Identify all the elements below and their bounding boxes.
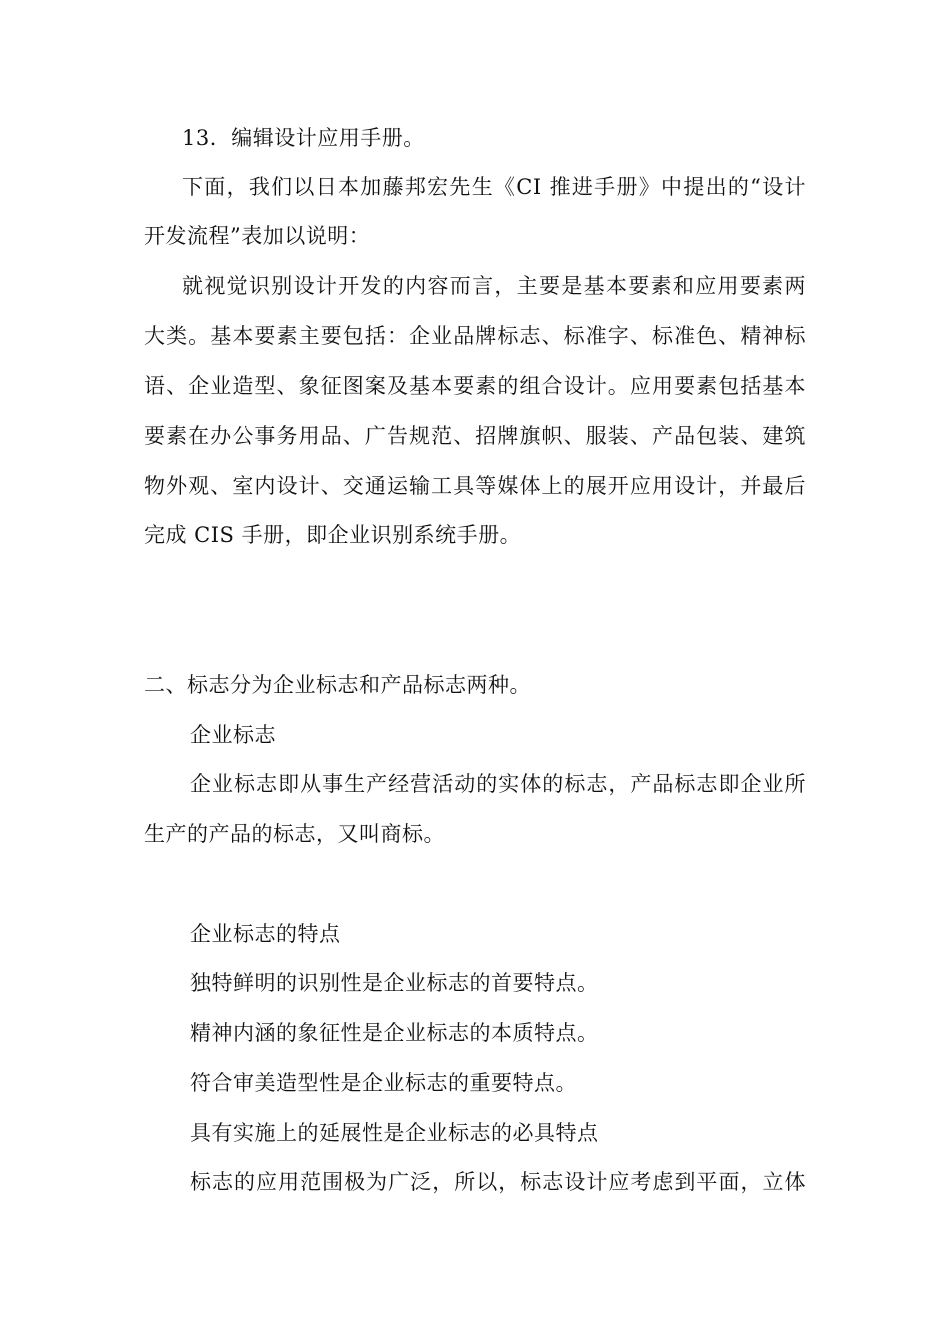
paragraph-line: 物外观、室内设计、交通运输工具等媒体上的展开应用设计，并最后 [144,474,806,498]
paragraph-line: 开发流程”表加以说明： [144,224,371,248]
subheading: 企业标志 [190,723,276,747]
list-item: 独特鲜明的识别性是企业标志的首要特点。 [190,971,599,995]
paragraph-line: 大类。基本要素主要包括：企业品牌标志、标准字、标准色、精神标 [144,324,806,348]
list-item: 精神内涵的象征性是企业标志的本质特点。 [190,1021,599,1045]
list-item: 符合审美造型性是企业标志的重要特点。 [190,1071,577,1095]
paragraph-line: 语、企业造型、象征图案及基本要素的组合设计。应用要素包括基本 [144,374,806,398]
paragraph-line: 生产的产品的标志，又叫商标。 [144,822,445,846]
paragraph-line: 要素在办公事务用品、广告规范、招牌旗帜、服装、产品包装、建筑 [144,424,806,448]
paragraph-line: 企业标志即从事生产经营活动的实体的标志，产品标志即企业所 [190,772,806,796]
paragraph-line: 就视觉识别设计开发的内容而言，主要是基本要素和应用要素两 [182,274,806,298]
paragraph-line: 下面，我们以日本加藤邦宏先生《CI 推进手册》中提出的“设计 [182,175,806,199]
section-heading: 二、标志分为企业标志和产品标志两种。 [144,673,531,697]
paragraph-line: 标志的应用范围极为广泛，所以，标志设计应考虑到平面，立体 [190,1170,806,1194]
paragraph-line: 13．编辑设计应用手册。 [182,126,425,150]
list-item: 具有实施上的延展性是企业标志的必具特点 [190,1121,599,1145]
paragraph-line: 完成 CIS 手册，即企业识别系统手册。 [144,523,522,547]
subheading: 企业标志的特点 [190,922,341,946]
